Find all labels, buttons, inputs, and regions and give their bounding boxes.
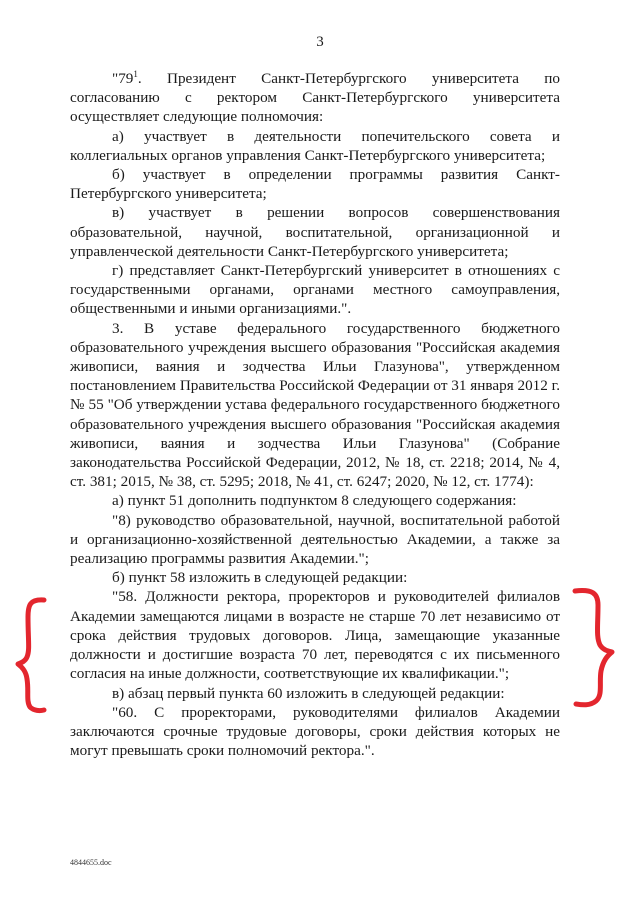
- document-body: [70, 69, 560, 760]
- paragraph-79-1-a: а) участвует в деятельности попечительского совета и коллегиальных органов управления Санкт-Петербургского университета;: [70, 127, 560, 164]
- left-bracket-stroke: [18, 600, 44, 711]
- paragraph-60: "60. С проректорами, руководителями филиалов Академии заключаются срочные трудовые договоры, сроки действия которых не могут превышать сроки полномочий ректора.".: [70, 703, 560, 760]
- paragraph-79-1-g: г) представляет Санкт-Петербургский университет в отношениях с государственными органами, органами местного самоуправления, общественными и иными организациями.".: [70, 262, 560, 318]
- paragraph-79-1-v: в) участвует в решении вопросов совершенствования образовательной, научной, воспитательной, организационной и управленческой деятельности Санкт-Петербургского университета;: [70, 204, 560, 260]
- paragraph-58: "58. Должности ректора, проректоров и руководителей филиалов Академии замещаются лицами в возрасте не старше 70 лет независимо от срока действия трудовых договоров. Лица, замещающие указанные должности и достигшие возраста 70 лет, переводятся с их письменного согласия на иные должности, соответствующие их квалификации.";: [70, 588, 560, 683]
- paragraph-3-a: а) пункт 51 дополнить подпунктом 8 следующего содержания:: [112, 492, 517, 510]
- paragraph-3-a-8: "8) руководство образовательной, научной, воспитательной работой и организационно-хозяйственной деятельностью Академии, а также за реализацию программы развития Академии.";: [70, 511, 560, 568]
- paragraph-3-v: в) абзац первый пункта 60 изложить в следующей редакции:: [112, 684, 505, 702]
- paragraph-79-1-b: б) участвует в определении программы развития Санкт-Петербургского университета;: [70, 166, 560, 203]
- right-red-bracket-annotation: [570, 585, 620, 715]
- page-number: 3: [316, 34, 324, 50]
- superscript: 1: [133, 68, 138, 79]
- left-red-bracket-annotation: [10, 595, 50, 715]
- paragraph-3-b: б) пункт 58 изложить в следующей редакции:: [112, 569, 408, 587]
- file-reference: 4844655.doc: [70, 858, 112, 867]
- right-bracket-stroke: [575, 591, 612, 705]
- paragraph-3: 3. В уставе федерального государственного бюджетного образовательного учреждения высшего образования "Российская академия живописи, ваяния и зодчества Ильи Глазунова", утвержденном постановлением Правительства Российской Федерации от 31 января 2012 г. № 55 "Об утверждении устава федерального государственного бюджетного образовательного учреждения высшего образования "Российская академия живописи, ваяния и зодчества Ильи Глазунова" (Собрание законодательства Российской Федерации, 2012, № 18, ст. 2218; 2014, № 4, ст. 381; 2015, № 38, ст. 5295; 2018, № 41, ст. 6247; 2020, № 12, ст. 1774):: [70, 319, 560, 491]
- paragraph-79-1: "$79^1$. Президент Санкт-Петербургского университета по согласованию с ректором Санкт-Петербургского университета осуществляет следующие полномочия:: [70, 68, 560, 126]
